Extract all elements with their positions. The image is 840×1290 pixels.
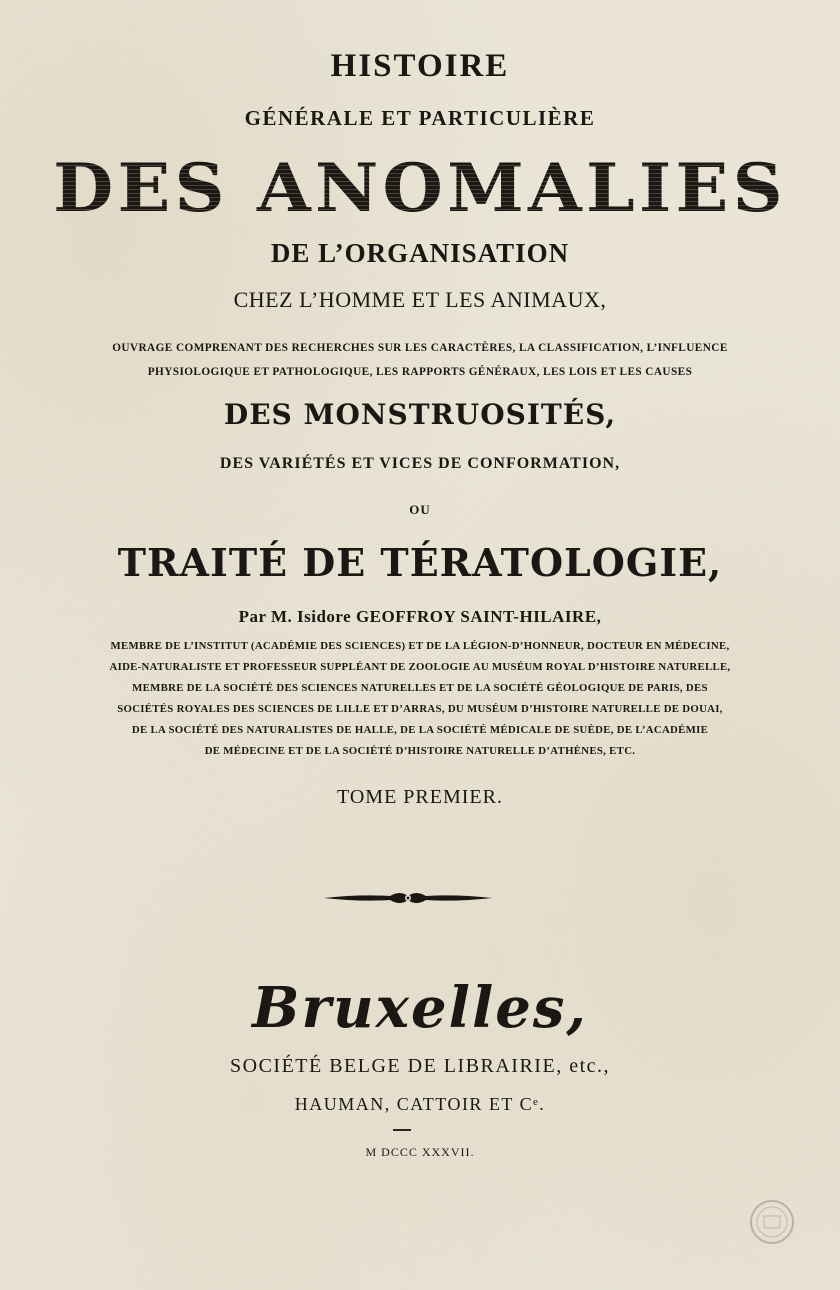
title-generale: GÉNÉRALE ET PARTICULIÈRE	[244, 106, 596, 130]
author-credentials-line: MEMBRE DE L’INSTITUT (ACADÉMIE DES SCIENCES) ET DE LA LÉGION-D’HONNEUR, DOCTEUR EN MÉDECINE,	[110, 640, 730, 652]
short-rule	[393, 1129, 411, 1131]
volume-label: TOME PREMIER.	[337, 786, 503, 808]
library-stamp-icon	[748, 1198, 796, 1246]
title-ou: OU	[409, 502, 431, 517]
subtitle-line-2: PHYSIOLOGIQUE ET PATHOLOGIQUE, LES RAPPORTS GÉNÉRAUX, LES LOIS ET LES CAUSES	[147, 366, 693, 378]
author-credentials-line: SOCIÉTÉS ROYALES DES SCIENCES DE LILLE ET D’ARRAS, DU MUSÉUM D’HISTOIRE NATURELLE DE DOUAI,	[117, 703, 723, 715]
author-credentials-line: DE LA SOCIÉTÉ DES NATURALISTES DE HALLE, DE LA SOCIÉTÉ MÉDICALE DE SUÈDE, DE L’ACADÉMIE	[131, 724, 709, 736]
title-varietes: DES VARIÉTÉS ET VICES DE CONFORMATION,	[219, 455, 621, 472]
imprint-date: M DCCC XXXVII.	[365, 1145, 475, 1159]
imprint-city: Bruxelles,	[252, 975, 588, 1041]
title-anomalies: DES ANOMALIES	[0, 150, 840, 226]
title-monstruosites: DES MONSTRUOSITÉS,	[223, 398, 617, 431]
author-credentials-line: AIDE-NATURALISTE ET PROFESSEUR SUPPLÉANT DE ZOOLOGIE AU MUSÉUM ROYAL D’HISTOIRE NATURELLE,	[109, 661, 731, 673]
author-credentials-line: DE MÉDECINE ET DE LA SOCIÉTÉ D’HISTOIRE NATURELLE D’ATHÈNES, ETC.	[204, 745, 636, 757]
title-chez: CHEZ L’HOMME ET LES ANIMAUX,	[233, 287, 607, 312]
author-credentials-line: MEMBRE DE LA SOCIÉTÉ DES SCIENCES NATURELLES ET DE LA SOCIÉTÉ GÉOLOGIQUE DE PARIS, DES	[132, 682, 708, 694]
title-organisation: DE L’ORGANISATION	[270, 238, 570, 268]
title-traite: TRAITÉ DE TÉRATOLOGIE,	[117, 540, 723, 585]
author-line: Par M. Isidore GEOFFROY SAINT-HILAIRE,	[238, 607, 602, 626]
imprint-publisher: SOCIÉTÉ BELGE DE LIBRAIRIE, etc.,	[230, 1055, 610, 1077]
title-histoire: HISTOIRE	[330, 48, 510, 84]
subtitle-line-1: OUVRAGE COMPRENANT DES RECHERCHES SUR LES CARACTÈRES, LA CLASSIFICATION, L’INFLUENCE	[112, 342, 728, 354]
imprint-printer: HAUMAN, CATTOIR ET Cᵉ.	[294, 1094, 546, 1114]
typographic-rule-ornament-icon	[320, 886, 496, 910]
